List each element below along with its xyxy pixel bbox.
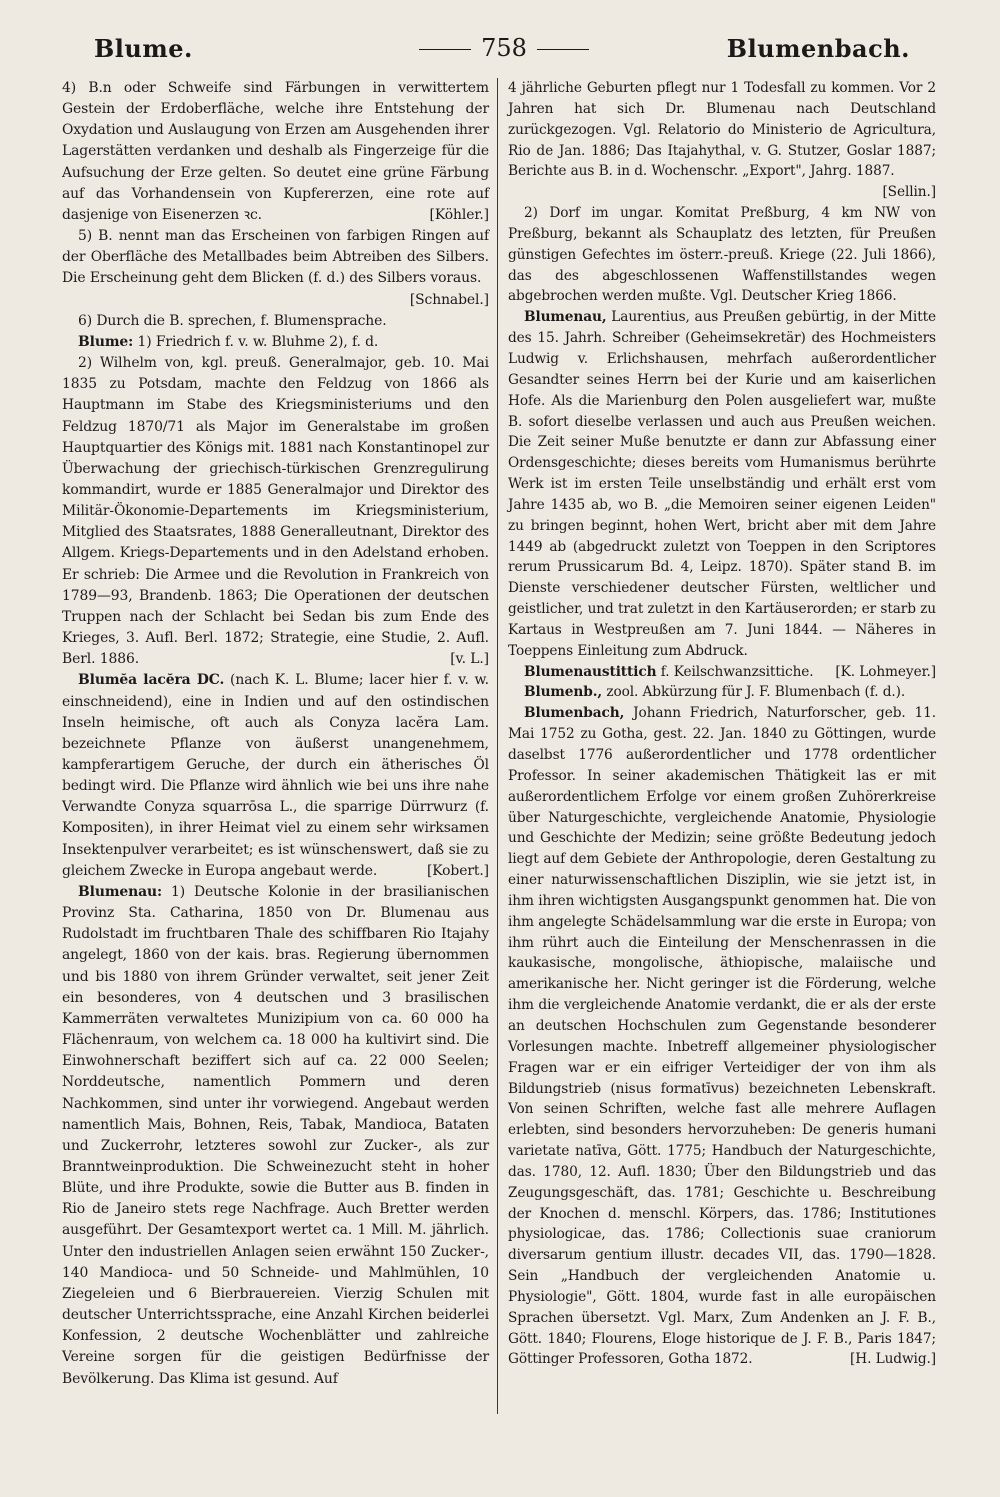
- entry-text: 6) Durch die B. sprechen, f. Blumensprache.: [78, 312, 387, 329]
- entry-paragraph: [508, 662, 936, 683]
- entry-text: 2) Dorf im ungar. Komitat Preßburg, 4 km NW von Preßburg, bekannt als Schauplatz des letzten, für Preußen günstigen Gefechtes im österr.-preuß. Kriege (22. Juli 1866), das des abgeschlossenen Waffenstillstandes wegen abgebrochen werden mußte. Vgl. Deutscher Krieg 1866.: [508, 205, 936, 305]
- entry-paragraph: [508, 203, 936, 307]
- header-rule-right: [537, 49, 589, 50]
- entry-headword: Blumenau,: [524, 309, 607, 326]
- header-right-catchword: Blumenbach.: [726, 34, 910, 63]
- author-signature: [K. Lohmeyer.]: [835, 663, 936, 680]
- entry-paragraph: [62, 78, 489, 226]
- author-signature: [Köhler.]: [429, 206, 489, 223]
- entry-paragraph: [508, 307, 936, 661]
- author-signature: [Sellin.]: [882, 184, 936, 201]
- entry-text: 4 jährliche Geburten pflegt nur 1 Todesfall zu kommen. Vor 2 Jahren hat sich Dr. Blumenau nach Deutschland zurückgezogen. Vgl. Relatorio do Ministerio de Agricultura, Rio de Jan. 1886; Das Itajahythal, v. G. Stutzer, Goslar 1887; Berichte aus B. in d. Wochenschr. „Export", Jahrg. 1887.: [508, 80, 936, 180]
- entry-text: 5) B. nennt man das Erscheinen von farbigen Ringen auf der Oberfläche des Metallbades beim Abtreiben des Silbers. Die Erscheinung geht dem Blicken (f. d.) des Silbers voraus.: [62, 228, 489, 287]
- header-left-catchword: Blume.: [94, 34, 193, 63]
- entry-text: 1) Deutsche Kolonie in der brasilianischen Provinz Sta. Catharina, 1850 von Dr. Blumenau aus Rudolstadt im fruchtbaren Thale des schiffbaren Rio Itajahy angelegt, 1860 von der kais. bras. Regierung übernommen und bis 1880 von ihrem Gründer verwaltet, seit jener Zeit ein besonderes, von 4 deutschen und 3 brasilischen Kammerräten verwaltetes Munizipium von ca. 60 000 ha Flächenraum, von welchem ca. 18 000 ha kultivirt sind. Die Einwohnerschaft beziffert sich auf ca. 22 000 Seelen; Norddeutsche, namentlich Pommern und deren Nachkommen, sind unter ihr vorwiegend. Angebaut werden namentlich Mais, Bohnen, Reis, Tabak, Mandioca, Bataten und Zuckerrohr, letzteres sowohl zur Zucker-, als zur Branntweinproduktion. Die Schweinezucht steht in hoher Blüte, und ihre Produkte, sowie die Butter aus B. finden in Rio de Janeiro stets rege Nachfrage. Auch Bretter werden ausgeführt. Der Gesamtexport wertet ca. 1 Mill. M. jährlich. Unter den industriellen Anlagen seien erwähnt 150 Zucker-, 140 Mandioca- und 50 Schneide- und Mahlmühlen, 10 Ziegeleien und 6 Bierbrauereien. Vierzig Schulen mit deutscher Unterrichtssprache, eine Anzahl Kirchen beiderlei Konfession, 2 deutsche Wochenblätter und zahlreiche Vereine sorgen für die geistigen Bedürfnisse der Bevölkerung. Das Klima ist gesund. Auf: [62, 883, 489, 1387]
- author-signature: [Kobert.]: [426, 862, 489, 879]
- right-column: [508, 78, 936, 1370]
- entry-headword: Blumenb.,: [524, 684, 603, 701]
- entry-headword: Blumenaustittich: [524, 663, 657, 680]
- entry-text: 1) Friedrich f. v. w. Bluhme 2), f. d.: [137, 333, 379, 350]
- entry-paragraph: [62, 332, 489, 353]
- author-signature: [Schnabel.]: [409, 291, 489, 308]
- entry-paragraph: [508, 703, 936, 1370]
- entry-text: f. Keilschwanzsittiche.: [660, 663, 814, 680]
- entry-paragraph: [62, 882, 489, 1390]
- entry-paragraph: [62, 353, 489, 670]
- entry-text: Johann Friedrich, Naturforscher, geb. 11. Mai 1752 zu Gotha, gest. 22. Jan. 1840 zu Göttingen, wurde daselbst 1776 außerordentlicher und 1778 ordentlicher Professor. In seiner akademischen Thätigkeit las er mit außerordentlichem Erfolge vor einem großen Zuhörerkreise über Naturgeschichte, vergleichende Anatomie, Physiologie und Geschichte der Medizin; seine größte Bedeutung jedoch liegt auf dem Gebiete der Anthropologie, deren Gestaltung zu einer naturwissenschaftlichen Disziplin, wie sie jetzt ist, in ihm ihren wichtigsten Ausgangspunkt genommen hat. Die von ihm angelegte Schädelsammlung war die erste in Europa; von ihm rührt auch die Einteilung der Menschenrassen in die kaukasische, mongolische, äthiopische, malaiische und amerikanische her. Nicht geringer ist die Förderung, welche ihm die vergleichende Anatomie verdankt, die er als der erste an deutschen Hochschulen zum Gegenstande besonderer Vorlesungen machte. Inbetreff allgemeiner physiologischer Fragen war er ein eifriger Verteidiger der von ihm als Bildungstrieb (nisus formatīvus) bezeichneten Lebenskraft. Von seinen Schriften, welche fast alle mehrere Auflagen erlebten, sind besonders hervorzuheben: De generis humani varietate natīva, Gött. 1775; Handbuch der Naturgeschichte, das. 1780, 12. Aufl. 1830; Über den Bildungstrieb und das Zeugungsgeschäft, das. 1781; Geschichte u. Beschreibung der Knochen d. menschl. Körpers, das. 1786; Institutiones physiologicae, das. 1786; Collectionis suae craniorum diversarum gentium illustr. decades VII, das. 1790—1828. Sein „Handbuch der vergleichenden Anatomie u. Physiologie", Gött. 1804, wurde fast in alle europäischen Sprachen übersetzt. Vgl. Marx, Zum Andenken an J. F. B., Gött. 1840; Flourens, Eloge historique de J. F. B., Paris 1847; Göttinger Professoren, Gotha 1872.: [508, 705, 936, 1368]
- entry-headword: Blumenau:: [78, 883, 163, 900]
- entry-text: (nach K. L. Blume; lacer hier f. v. w. einschneidend), eine in Indien und auf den ostindischen Inseln heimische, oft auch als Conyza lacĕra Lam. bezeichnete Pflanze von äußerst unangenehmem, kampferartigem Geruche, der durch ein ätherisches Öl bedingt wird. Die Pflanze wird ähnlich wie bei uns ihre nahe Verwandte Conyza squarrōsa L., die sparrige Dürrwurz (f. Kompositen), in ihrer Heimat viel zu einem sehr wirksamen Insektenpulver verarbeitet; es ist wünschenswert, daß sie zu gleichem Zwecke in Europa angebaut werde.: [62, 672, 489, 879]
- page-header: [86, 34, 922, 64]
- entry-paragraph: [508, 78, 936, 203]
- entry-text: Laurentius, aus Preußen gebürtig, in der Mitte des 15. Jahrh. Schreiber (Geheimsekretär) des Hochmeisters Ludwig v. Erlichshausen, mehrfach außerordentlicher Gesandter seines Herrn bei der Kurie und am kaiserlichen Hofe. Als die Marienburg den Polen ausgeliefert war, mußte B. sofort dieselbe verlassen und auch aus Preußen weichen. Die Zeit seiner Muße benutzte er dann zur Abfassung einer Ordensgeschichte; dieses bereits vom Humanismus berührte Werk ist im ersten Teile unselbständig und erhält erst vom Jahre 1435 ab, wo B. „die Memoiren seiner eigenen Leiden" zu bringen beginnt, hohen Wert, bricht aber mit dem Jahre 1449 ab (abgedruckt zuletzt von Toeppen in den Scriptores rerum Prussicarum Bd. 4, Leipz. 1870). Später stand B. im Dienste verschiedener deutscher Fürsten, weltlicher und geistlicher, und trat zuletzt in den Kartäuserorden; er starb zu Kartaus in Westpreußen am 7. Juni 1844. — Näheres in Toeppens Einleitung zum Abdruck.: [508, 309, 936, 659]
- author-signature: [H. Ludwig.]: [850, 1351, 936, 1368]
- author-signature: [v. L.]: [450, 651, 489, 668]
- entry-paragraph: [508, 682, 936, 703]
- entry-paragraph: [62, 226, 489, 311]
- header-rule-left: [419, 49, 471, 50]
- entry-headword: Blumenbach,: [524, 705, 625, 722]
- left-column: [62, 78, 489, 1390]
- entry-headword: Blumĕa lacĕra DC.: [78, 672, 225, 689]
- entry-paragraph: [62, 311, 489, 332]
- entry-paragraph: [62, 670, 489, 882]
- entry-text: 4) B.n oder Schweife sind Färbungen in verwittertem Gestein der Erdoberfläche, welche ihre Entstehung der Oxydation und Auslaugung von Erzen am Ausgehenden ihrer Lagerstätten verdanken und deshalb als Fingerzeige für die Aufsuchung der Erze gelten. So deutet eine grüne Färbung auf das Vorhandensein von Kupfererzen, eine rote auf dasjenige von Eisenerzen ꝛc.: [62, 80, 489, 223]
- entry-text: 2) Wilhelm von, kgl. preuß. Generalmajor, geb. 10. Mai 1835 zu Potsdam, machte den Feldzug von 1866 als Hauptmann im Stabe des Kriegsministeriums und den Feldzug 1870/71 als Major im Generalstabe im großen Hauptquartier des Königs mit. 1881 nach Konstantinopel zur Überwachung der griechisch-türkischen Grenzregulirung kommandirt, wurde er 1885 Generalmajor und Direktor des Militär-Ökonomie-Departements im Kriegsministerium, Mitglied des Staatsrates, 1888 Generalleutnant, Direktor des Allgem. Kriegs-Departements und in den Adelstand erhoben. Er schrieb: Die Armee und die Revolution in Frankreich von 1789—93, Brandenb. 1863; Die Operationen der deutschen Truppen nach der Schlacht bei Sedan bis zum Ende des Krieges, 3. Aufl. Berl. 1872; Strategie, eine Studie, 2. Aufl. Berl. 1886.: [62, 355, 489, 668]
- column-divider: [497, 78, 498, 1414]
- page-number-text: 758: [481, 34, 527, 62]
- entry-headword: Blume:: [78, 333, 134, 350]
- entry-text: zool. Abkürzung für J. F. Blumenbach (f. d.).: [606, 684, 906, 701]
